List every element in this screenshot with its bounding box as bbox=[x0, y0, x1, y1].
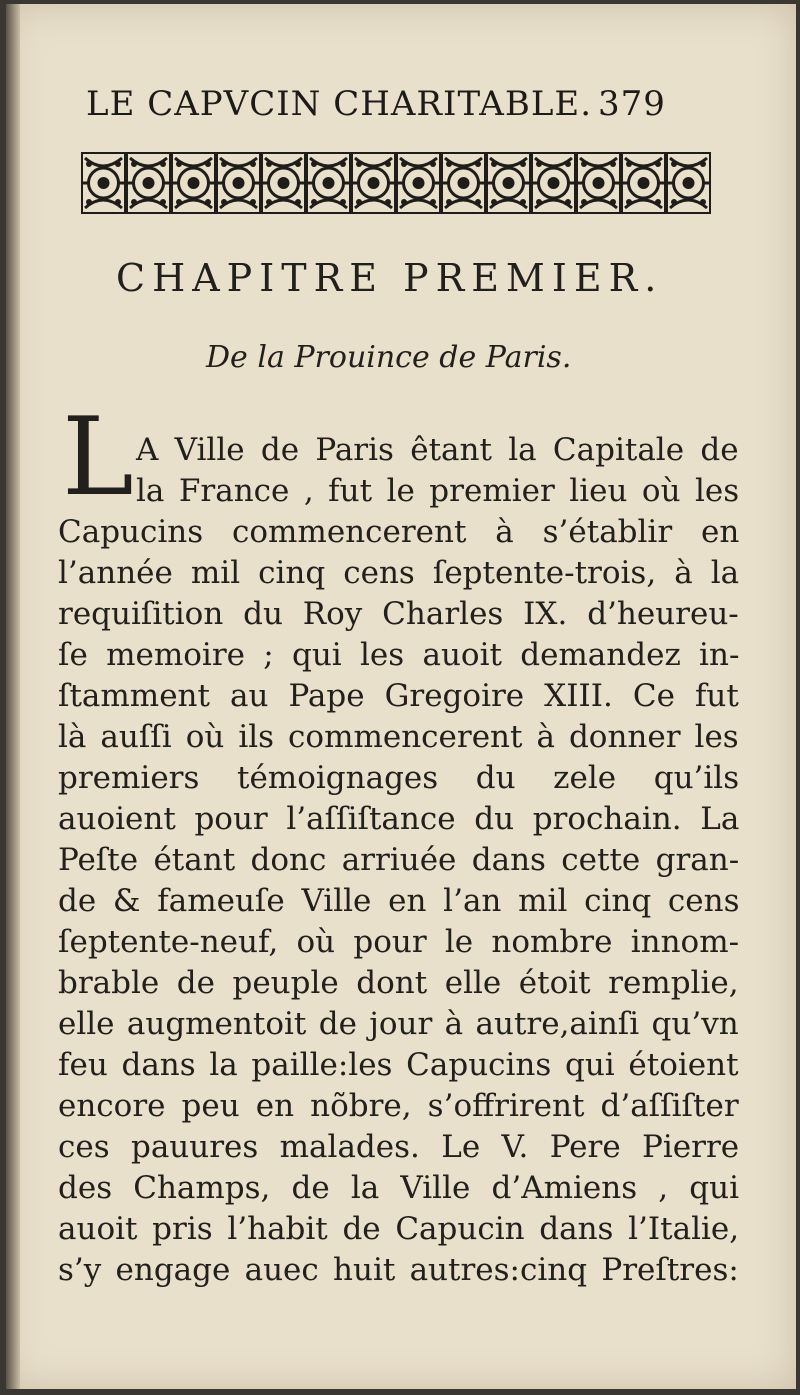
page-number: 379 bbox=[598, 84, 666, 124]
chapter-subtitle: De la Prouince de Paris. bbox=[206, 340, 572, 375]
text-line: auoient pour l’aſſiſtance du prochain. La bbox=[58, 801, 740, 837]
text-line: de & fameuſe Ville en l’an mil cinq cens bbox=[58, 883, 740, 919]
text-line: ſeptente-neuf, où pour le nombre innom- bbox=[58, 924, 740, 960]
drop-cap: L bbox=[62, 395, 134, 520]
text-line: la France , fut le premier lieu où les bbox=[136, 473, 740, 509]
text-line: Capucins commencerent à s’établir en bbox=[58, 514, 740, 550]
text-line: ſe memoire ; qui les auoit demandez in- bbox=[58, 637, 740, 673]
text-line: A Ville de Paris êtant la Capitale de bbox=[136, 432, 739, 468]
running-title: LE CAPVCIN CHARITABLE. bbox=[86, 84, 593, 124]
page-gutter bbox=[6, 4, 20, 1389]
ornament-band bbox=[81, 152, 713, 214]
text-line: là auſſi où ils commencerent à donner les bbox=[58, 719, 739, 755]
text-line: feu dans la paille:les Capucins qui étoient bbox=[58, 1047, 739, 1083]
text-line: auoit pris l’habit de Capucin dans l’Italie, bbox=[58, 1211, 740, 1247]
running-head bbox=[86, 84, 746, 124]
text-line: premiers témoignages du zele qu’ils bbox=[58, 760, 740, 796]
book-page bbox=[6, 4, 796, 1389]
text-line: s’y engage auec huit autres:cinq Preſtres: bbox=[58, 1252, 739, 1288]
text-line: l’année mil cinq cens ſeptente-trois, à la bbox=[58, 555, 740, 591]
text-line: ces pauures malades. Le V. Pere Pierre bbox=[58, 1129, 740, 1165]
text-line: requiſition du Roy Charles IX. d’heureu- bbox=[58, 596, 739, 632]
text-line: ſtamment au Pape Gregoire XIII. Ce fut bbox=[58, 678, 739, 714]
chapter-heading: CHAPITRE PREMIER. bbox=[116, 256, 664, 300]
text-line: des Champs, de la Ville d’Amiens , qui bbox=[58, 1170, 739, 1206]
text-line: encore peu en nõbre, s’offrirent d’aſſiſter bbox=[58, 1088, 739, 1124]
text-line: Peſte étant donc arriuée dans cette gran- bbox=[58, 842, 740, 878]
text-line: elle augmentoit de jour à autre,ainſi qu’vn bbox=[58, 1006, 739, 1042]
text-line: brable de peuple dont elle étoit remplie, bbox=[58, 965, 739, 1001]
